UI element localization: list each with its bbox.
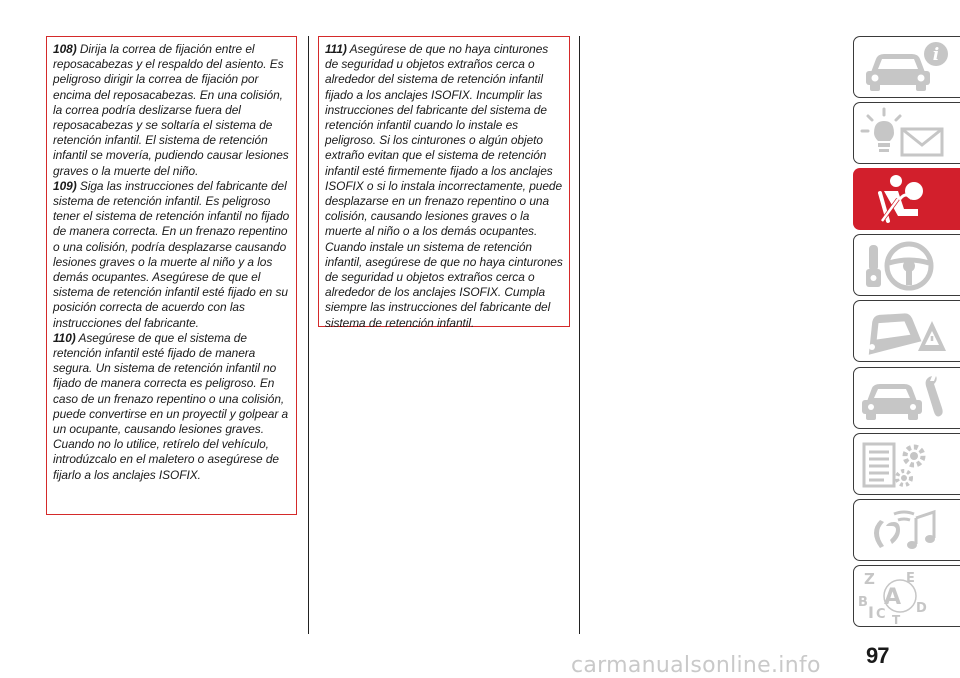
multimedia-icon [854, 500, 960, 560]
warning-111 [325, 42, 563, 331]
index-letter: T [892, 613, 901, 626]
warning-number: 111) [325, 42, 347, 56]
index-icon [854, 566, 960, 626]
warning-lights-messages-icon [854, 103, 960, 163]
tab-warning-lights[interactable] [853, 102, 960, 164]
column-divider [579, 36, 580, 634]
warning-108 [53, 42, 290, 179]
tab-starting-driving[interactable] [853, 234, 960, 296]
column-divider [308, 36, 309, 634]
index-letter: B [858, 595, 868, 610]
technical-data-icon [854, 434, 960, 494]
tab-multimedia[interactable] [853, 499, 960, 561]
warning-text: Asegúrese de que no haya cinturones de seguridad u objetos extraños cerca o alrededor del sistema de retención infantil fijado a los anclajes ISOFIX. Incumplir las instrucciones del fabricante del sistema de retención infantil cuando lo instale es peligroso. Si los cinturones o algún objeto extraño evitan que el sistema de retención infantil esté firmemente fijado a los anclajes ISOFIX o si lo instala incorrectamente, puede desplazarse en un frenazo repentino o una colisión, causando lesiones graves o la muerte al niño o a los demás ocupantes. Cuando instale un sistema de retención infantil, asegúrese de que no haya cinturones de seguridad u objetos extraños cerca o alrededor de los anclajes ISOFIX. Cumpla siempre las instrucciones del fabricante del sistema de retención infantil. [325, 42, 563, 330]
warning-number: 110) [53, 330, 76, 345]
warning-text: Siga las instrucciones del fabricante del sistema de retención infantil. Es peligroso tener el sistema de retención infantil no fijado de manera correcta. En un frenazo repentino o una colisión, podría desplazarse causando lesiones graves o la muerte al niño y a los demás ocupantes. Asegúrese de que el sistema de retención infantil esté fijado en su posición correcta de acuerdo con las instrucciones del fabricante. [53, 178, 290, 330]
index-letter: A [884, 585, 902, 610]
tab-car-info[interactable] [853, 36, 960, 98]
index-letter: E [906, 571, 915, 586]
warning-text: Dirija la correa de fijación entre el reposacabezas y el respaldo del asiento. Es peligroso dirigir la correa de fijación por encima del reposacabezas. En una colisión, la correa podría deslizarse fuera del reposacabezas y se soltaría el sistema de retención infantil. El sistema de retención infantil se movería, pudiendo causar lesiones graves o la muerte del niño. [53, 42, 289, 178]
warning-number: 109) [53, 178, 77, 193]
warning-box-right [318, 36, 570, 330]
svg-text:i: i [932, 45, 940, 65]
warning-text: Asegúrese de que el sistema de retención infantil esté fijado de manera segura. Un sistema de retención infantil no fijado de manera correcta es peligroso. En caso de un frenazo repentino o una colisión, puede convertirse en un proyectil y golpear a un ocupante, causando lesiones graves. Cuando no lo utilice, retírelo del vehículo, introdúzcalo en el maletero o asegúrese de fijarlo a los anclajes ISOFIX. [53, 330, 289, 482]
safety-seatbelt-airbag-icon [854, 169, 960, 229]
tab-safety[interactable] [853, 168, 960, 230]
warning-109 [53, 179, 290, 331]
warning-110 [53, 331, 290, 483]
tab-index[interactable] [853, 565, 960, 627]
page-number: 97 [866, 643, 889, 668]
warning-box-left [46, 36, 297, 515]
watermark-text: carmanualsonline.info [571, 653, 821, 678]
index-letter: D [916, 601, 927, 616]
emergency-car-icon [854, 301, 960, 361]
warning-number: 108) [53, 42, 77, 56]
tab-maintenance[interactable] [853, 367, 960, 429]
tab-emergency[interactable] [853, 300, 960, 362]
index-letter: I [868, 603, 874, 622]
key-steering-wheel-icon [854, 235, 960, 295]
index-letter: Z [864, 570, 875, 588]
car-info-icon [854, 37, 960, 97]
index-letter: C [876, 607, 886, 622]
tab-technical-data[interactable] [853, 433, 960, 495]
car-maintenance-icon [854, 368, 960, 428]
